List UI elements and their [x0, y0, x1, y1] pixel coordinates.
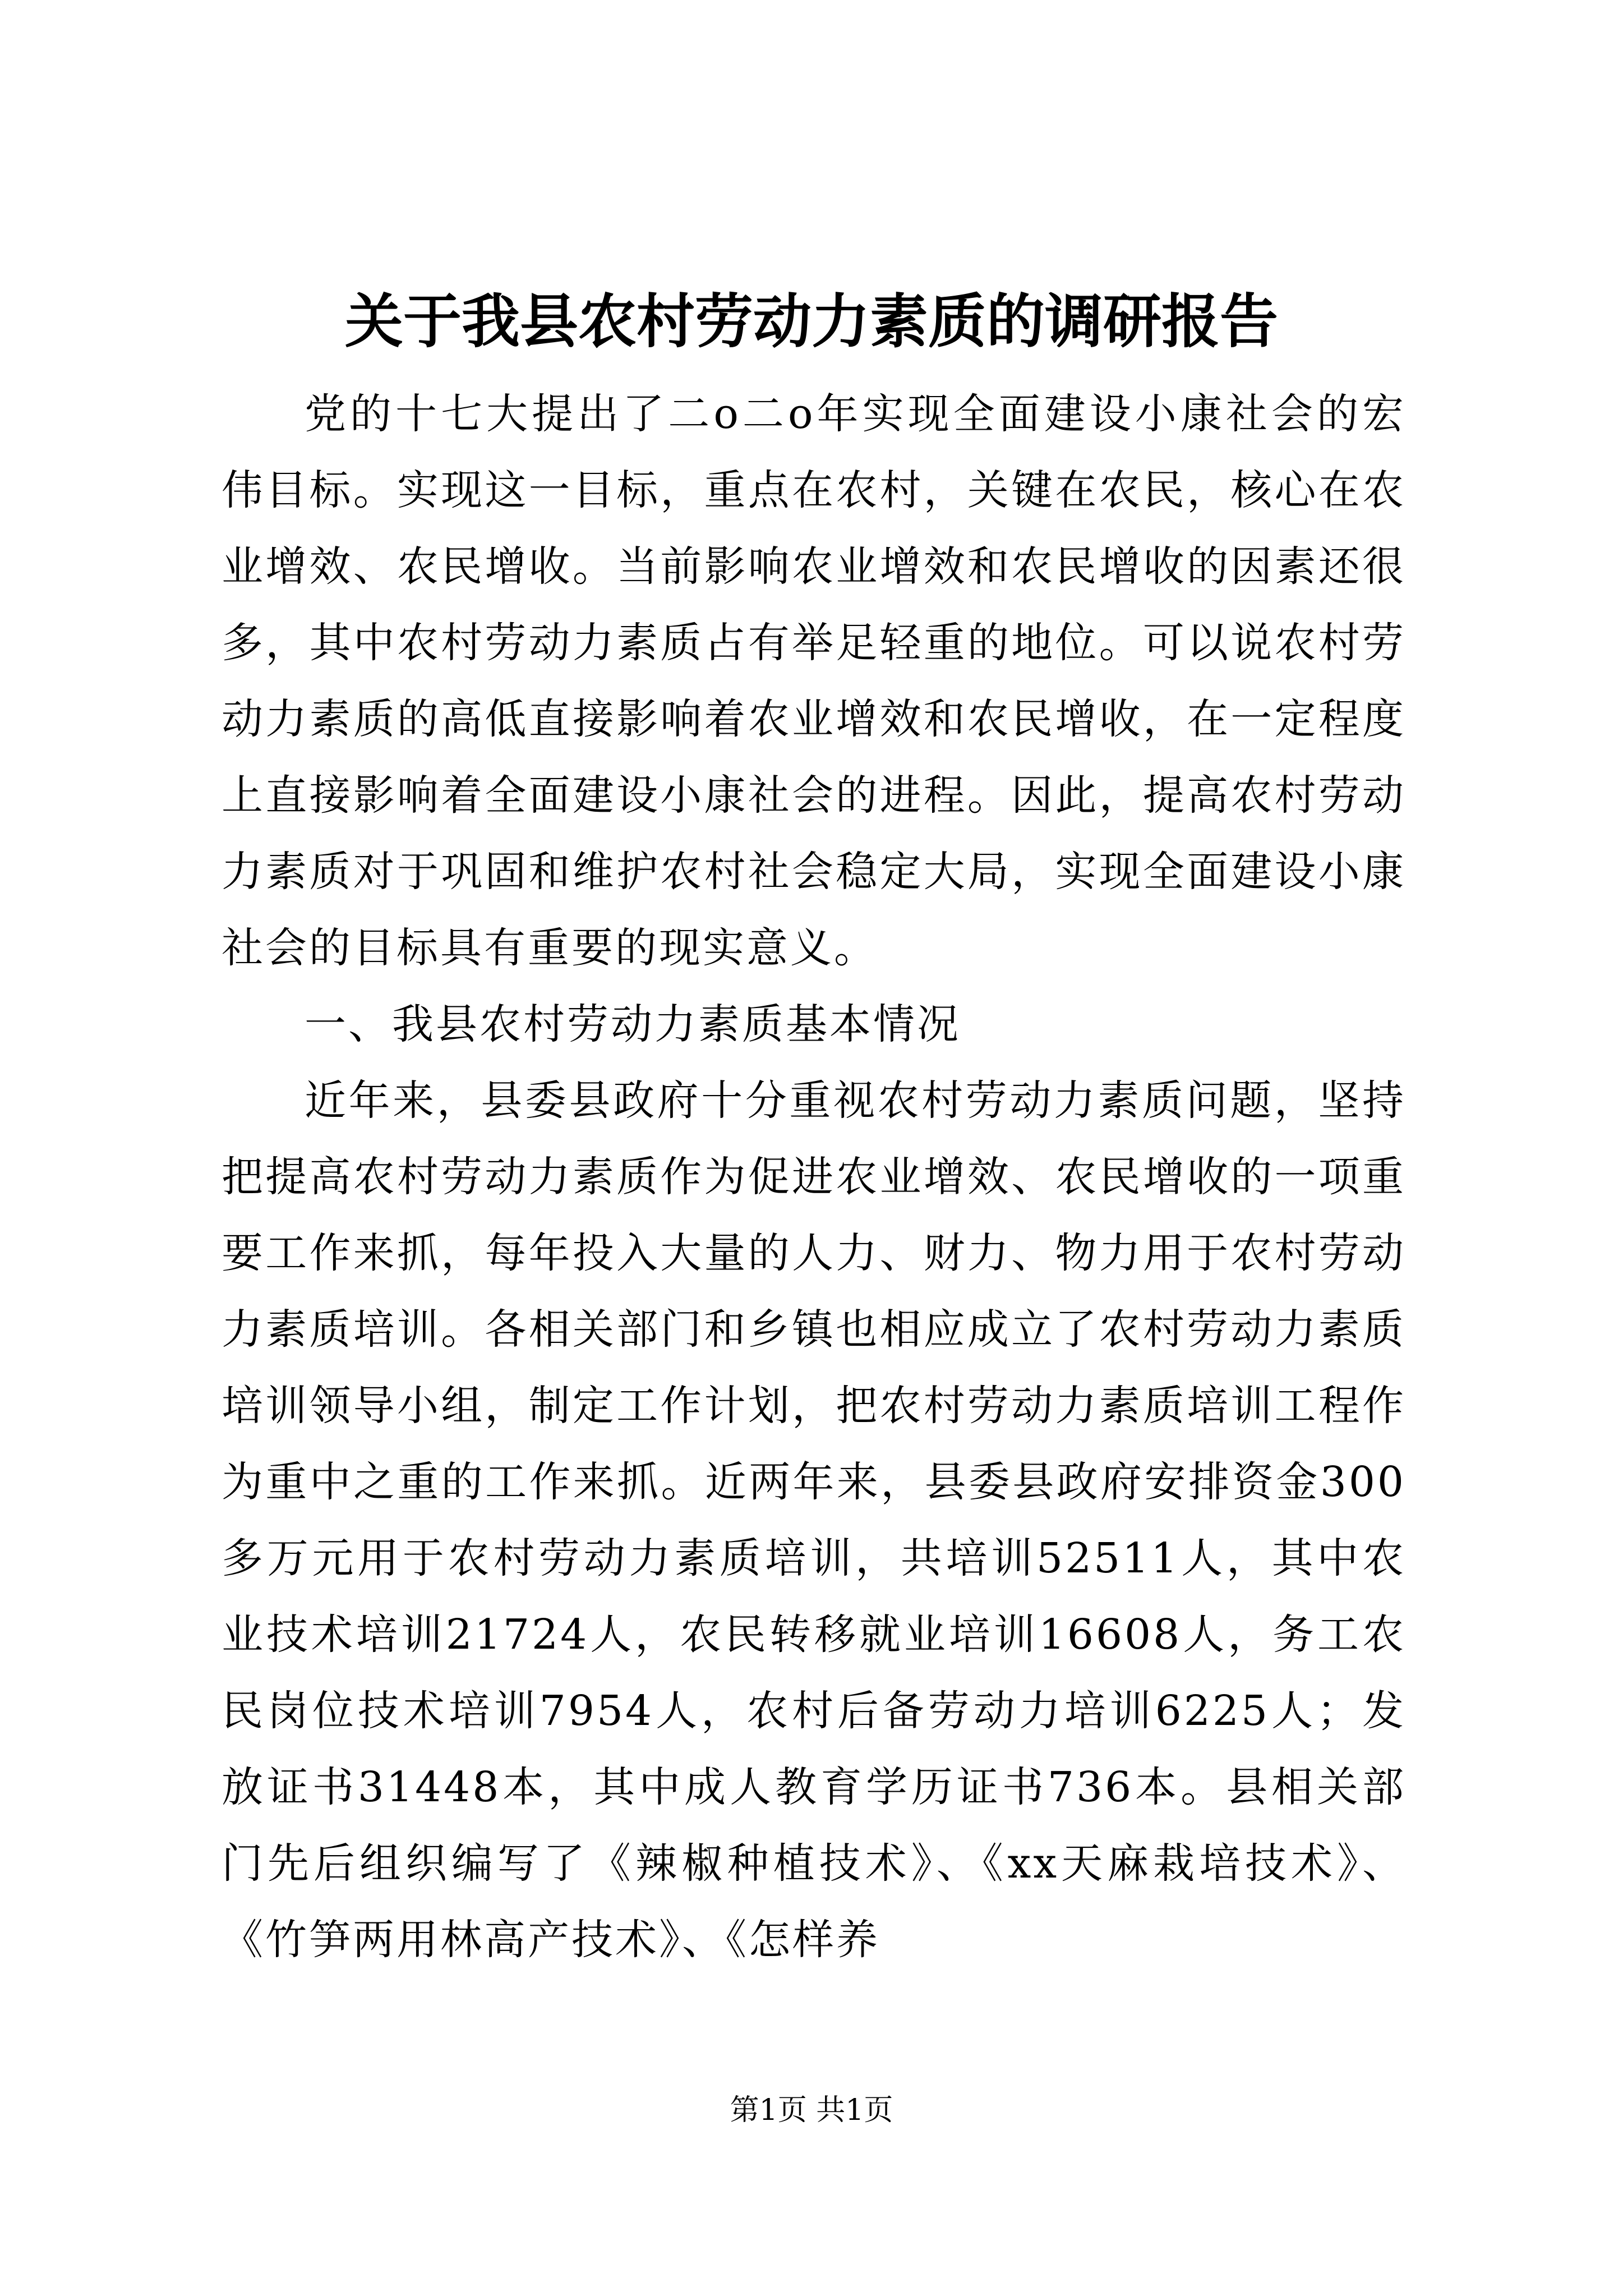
document-body	[222, 376, 1406, 1978]
document-title: 关于我县农村劳动力素质的调研报告	[344, 287, 1278, 356]
section-paragraph: 近年来，县委县政府十分重视农村劳动力素质问题，坚持把提高农村劳动力素质作为促进农业增效、农民增收的一项重要工作来抓，每年投入大量的人力、财力、物力用于农村劳动力素质培训。各相关部门和乡镇也相应成立了农村劳动力素质培训领导小组，制定工作计划，把农村劳动力素质培训工程作为重中之重的工作来抓。近两年来，县委县政府安排资金300多万元用于农村劳动力素质培训，共培训52511人，其中农业技术培训21724人，农民转移就业培训16608人，务工农民岗位技术培训7954人，农村后备劳动力培训6225人；发放证书31448本，其中成人教育学历证书736本。县相关部门先后组织编写了《辣椒种植技术》、《xx天麻栽培技术》、《竹笋两用林高产技术》、《怎样养	[222, 1076, 1406, 1964]
intro-paragraph: 党的十七大提出了二o二o年实现全面建设小康社会的宏伟目标。实现这一目标，重点在农村，关键在农民，核心在农业增效、农民增收。当前影响农业增效和农民增收的因素还很多，其中农村劳动力素质占有举足轻重的地位。可以说农村劳动力素质的高低直接影响着农业增效和农民增收，在一定程度上直接影响着全面建设小康社会的进程。因此，提高农村劳动力素质对于巩固和维护农村社会稳定大局，实现全面建设小康社会的目标具有重要的现实意义。	[222, 390, 1406, 972]
page-footer: 第1页 共1页	[730, 2093, 893, 2127]
section-heading: 一、我县农村劳动力素质基本情况	[305, 1000, 961, 1048]
